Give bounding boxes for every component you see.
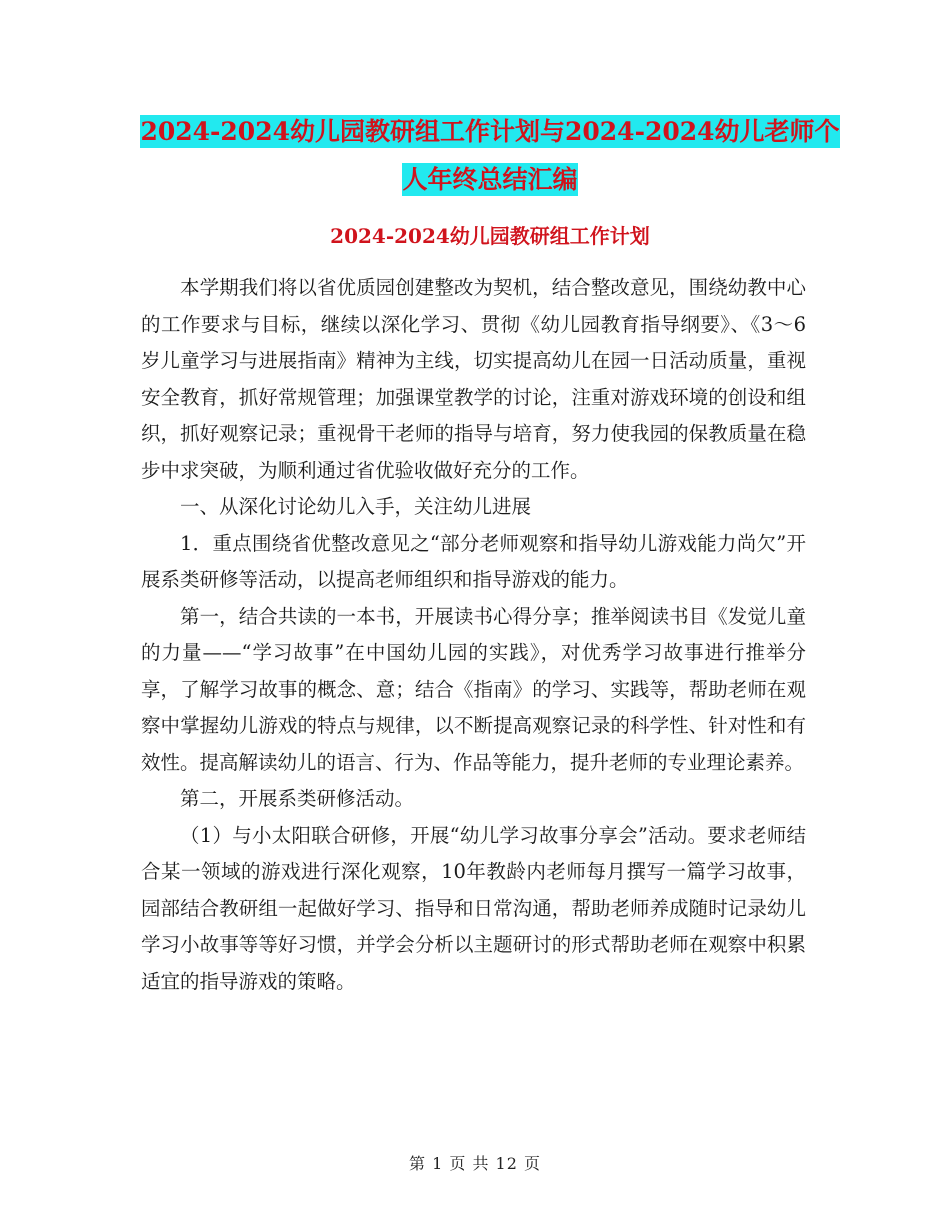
page-footer: 第 1 页 共 12 页 xyxy=(409,1154,541,1173)
paragraph-second: 第二，开展系类研修活动。 xyxy=(180,787,415,810)
document-title xyxy=(140,108,840,204)
paragraph-item-1: 1．重点围绕省优整改意见之“部分老师观察和指导幼儿游戏能力尚欠”开展系类研修等活动，以提高老师组织和指导游戏的能力。 xyxy=(141,531,806,591)
paragraph-first: 第一，结合共读的一本书，开展读书心得分享；推举阅读书目《发觉儿童的力量——“学习故事”在中国幼儿园的实践》，对优秀学习故事进行推举分享，了解学习故事的概念、意；结合《指南》的学习、实践等，帮助老师在观察中掌握幼儿游戏的特点与规律，以不断提高观察记录的科学性、针对性和有效性。提高解读幼儿的语言、行为、作品等能力，提升老师的专业理论素养。 xyxy=(141,604,806,774)
paragraph-heading-1: 一、从深化讨论幼儿入手，关注幼儿进展 xyxy=(180,495,532,518)
document-body xyxy=(141,270,806,1000)
paragraph-sub-1: （1）与小太阳联合研修，开展“幼儿学习故事分享会”活动。要求老师结合某一领域的游戏进行深化观察，10年教龄内老师每月撰写一篇学习故事，园部结合教研组一起做好学习、指导和日常沟通，帮助老师养成随时记录幼儿学习小故事等等好习惯，并学会分析以主题研讨的形式帮助老师在观察中积累适宜的指导游戏的策略。 xyxy=(141,823,806,993)
paragraph-intro: 本学期我们将以省优质园创建整改为契机，结合整改意见，围绕幼教中心的工作要求与目标，继续以深化学习、贯彻《幼儿园教育指导纲要》、《3～6岁儿童学习与进展指南》精神为主线，切实提高幼儿在园一日活动质量，重视安全教育，抓好常规管理；加强课堂教学的讨论，注重对游戏环境的创设和组织，抓好观察记录；重视骨干老师的指导与培育，努力使我园的保教质量在稳步中求突破，为顺利通过省优验收做好充分的工作。 xyxy=(141,276,806,482)
document-title-text: 2024-2024幼儿园教研组工作计划与2024-2024幼儿老师个人年终总结汇编 xyxy=(140,117,840,194)
section-title: 2024-2024幼儿园教研组工作计划 xyxy=(330,224,650,248)
